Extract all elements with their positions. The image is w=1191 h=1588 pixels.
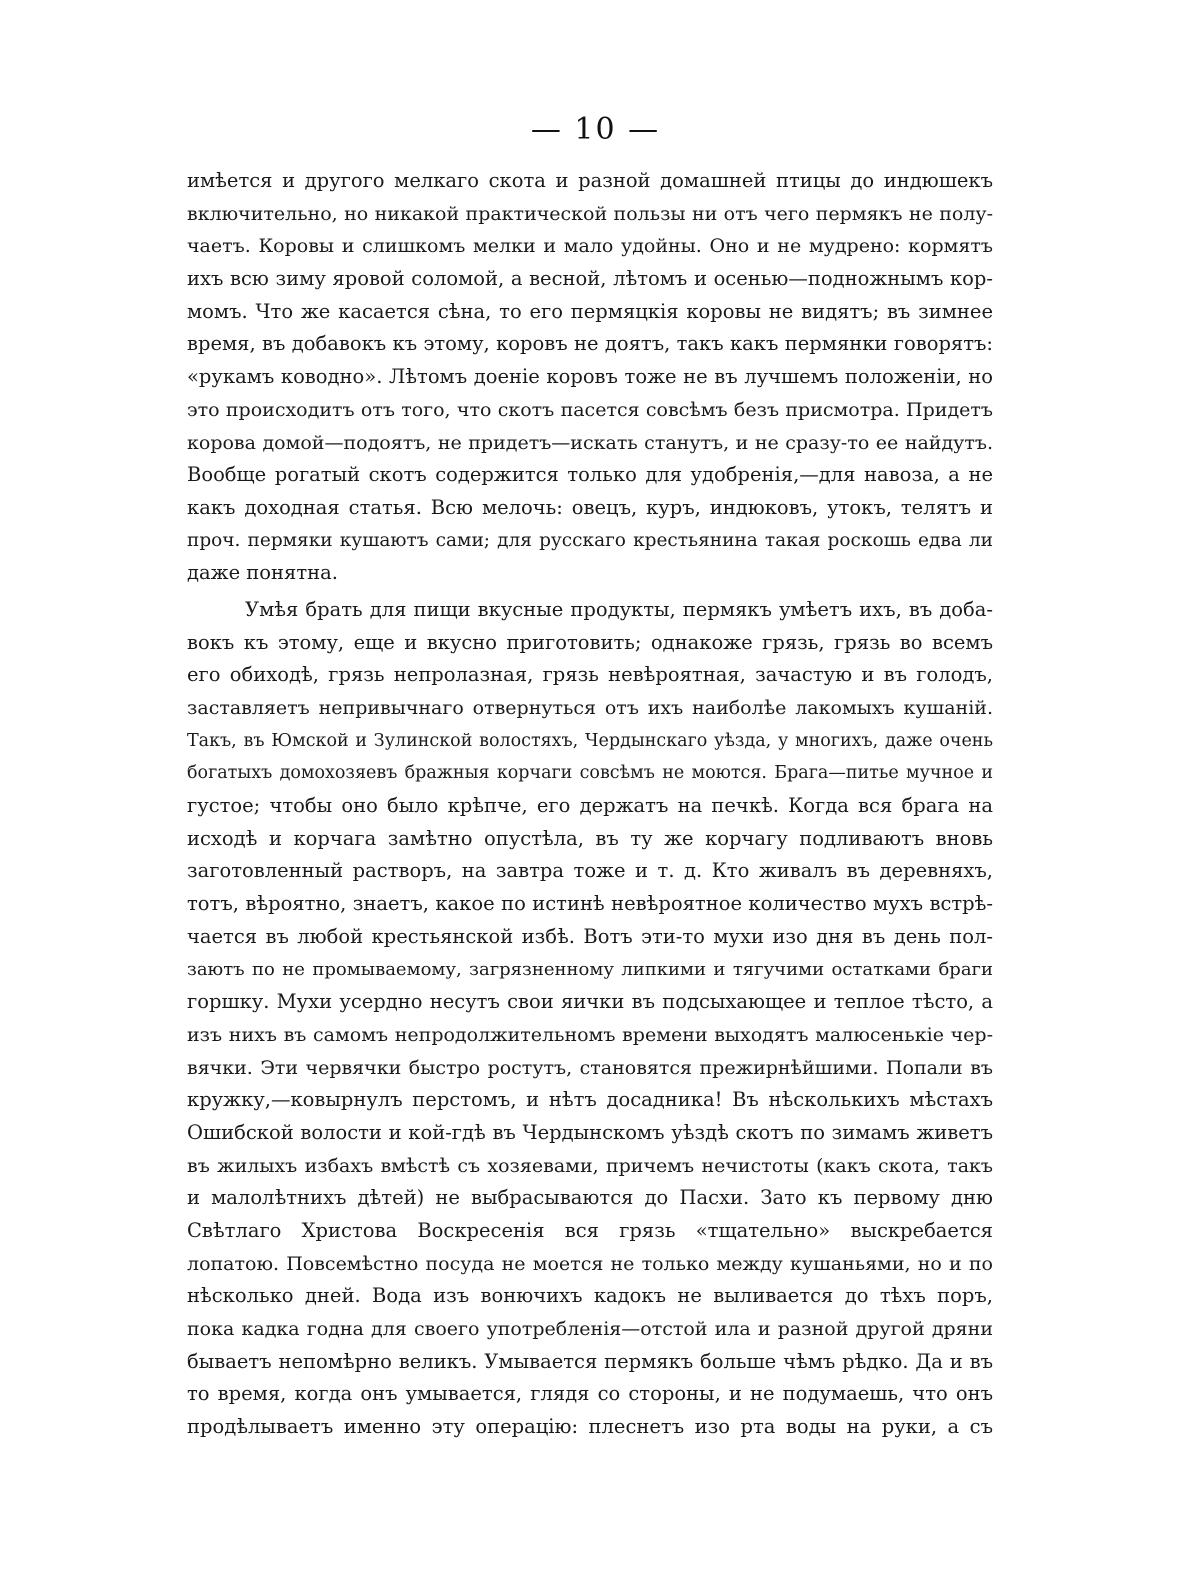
text-line: Такъ, въ Юмской и Зулинской волостяхъ, Чердынскаго уѣзда, у многихъ, даже очень [187,730,993,751]
text-line: и малолѣтнихъ дѣтей) не выбрасываются до Пасхи. Зато къ первому дню [187,1186,993,1210]
text-line: «рукамъ ководно». Лѣтомъ доеніе коровъ тоже не въ лучшемъ положеніи, но [187,365,993,389]
text-line: то время, когда онъ умывается, глядя со стороны, и не подумаешь, что онъ [187,1382,993,1406]
text-line: нѣсколько дней. Вода изъ вонючихъ кадокъ не выливается до тѣхъ поръ, [187,1284,993,1308]
paragraph-1 [187,165,993,590]
text-line: момъ. Что же касается сѣна, то его пермяцкія коровы не видятъ; въ зимнее [187,299,993,323]
text-line: ихъ всю зиму яровой соломой, а весной, лѣтомъ и осенью—подножнымъ кор- [187,267,993,291]
text-line: заготовленный растворъ, на завтра тоже и т. д. Кто живалъ въ деревняхъ, [187,859,993,883]
text-line: исходѣ и корчага замѣтно опустѣла, въ ту же корчагу подливаютъ вновь [187,826,993,850]
body-text [187,165,993,1444]
text-line: Свѣтлаго Христова Воскресенія вся грязь «тщательно» выскребается [187,1219,993,1242]
text-line: имѣется и другого мелкаго скота и разной домашней птицы до индюшекъ [187,169,993,192]
page-number: — 10 — [530,112,661,147]
text-line: проч. пермяки кушаютъ сами; для русскаго крестьянина такая роскошь едва ли [187,529,993,551]
text-line: вокъ къ этому, еще и вкусно приготовить; однакоже грязь, грязь во всемъ [187,630,993,654]
text-line: тотъ, вѣроятно, знаетъ, какое по истинѣ невѣроятное количество мухъ встрѣ- [187,892,993,916]
text-line: въ жилыхъ избахъ вмѣстѣ съ хозяевами, причемъ нечистоты (какъ скота, такъ [187,1154,993,1177]
text-line: это происходитъ отъ того, что скотъ пасется совсѣмъ безъ присмотра. Придетъ [187,398,993,421]
text-line: включительно, но никакой практической пользы ни отъ чего пермякъ не полу- [187,202,993,225]
text-line: изъ нихъ въ самомъ непродолжительномъ времени выходятъ малюсенькіе чер- [187,1023,993,1046]
text-line: чаетъ. Коровы и слишкомъ мелки и мало удойны. Оно и не мудрено: кормятъ [187,235,993,258]
text-line: горшку. Мухи усердно несутъ свои яички въ подсыхающее и теплое тѣсто, а [187,990,993,1014]
text-line: густое; чтобы оно было крѣпче, его держатъ на печкѣ. Когда вся брага на [187,794,993,818]
text-line: корова домой—подоятъ, не придетъ—искать станутъ, и не сразу-то ее найдутъ. [187,431,993,454]
text-line: Ошибской волости и кой-гдѣ въ Чердынскомъ уѣздѣ скотъ по зимамъ живетъ [187,1120,993,1144]
text-line: даже понятна. [187,561,338,585]
text-line: время, въ добавокъ къ этому, коровъ не доятъ, такъ какъ пермянки говорятъ: [187,332,993,356]
text-line: Умѣя брать для пищи вкусные продукты, пермякъ умѣетъ ихъ, въ доба- [245,597,993,621]
text-line: кружку,—ковырнулъ перстомъ, и нѣтъ досадника! Въ нѣсколькихъ мѣстахъ [187,1088,993,1112]
paragraph-2 [187,594,993,1444]
text-line: продѣлываетъ именно эту операцію: плеснетъ изо рта воды на руки, а съ [187,1415,993,1439]
text-line: чается въ любой крестьянской избѣ. Вотъ эти-то мухи изо дня въ день пол- [187,924,993,948]
text-line: его обиходѣ, грязь непролазная, грязь невѣроятная, зачастую и въ голодъ, [187,663,993,687]
text-line: какъ доходная статья. Всю мелочь: овецъ, куръ, индюковъ, утокъ, телятъ и [187,495,993,519]
text-line: заставляетъ непривычнаго отвернуться отъ ихъ наиболѣе лакомыхъ кушаній. [187,697,993,719]
text-line: заютъ по не промываемому, загрязненному липкими и тягучими остатками браги [187,958,993,980]
text-line: пока кадка годна для своего употребленія—отстой ила и разной другой дряни [187,1318,993,1341]
text-line: вячки. Эти червячки быстро ростутъ, становятся прежирнѣйшими. Попали въ [187,1056,993,1079]
text-line: бываетъ непомѣрно великъ. Умывается пермякъ больше чѣмъ рѣдко. Да и въ [187,1349,993,1373]
text-line: Вообще рогатый скотъ содержится только для удобренія,—для навоза, а не [187,463,993,487]
text-line: лопатою. Повсемѣстно посуда не моется не только между кушаньями, но и по [187,1252,993,1275]
text-line: богатыхъ домохозяевъ бражныя корчаги совсѣмъ не моются. Брага—питье мучное и [187,763,993,784]
